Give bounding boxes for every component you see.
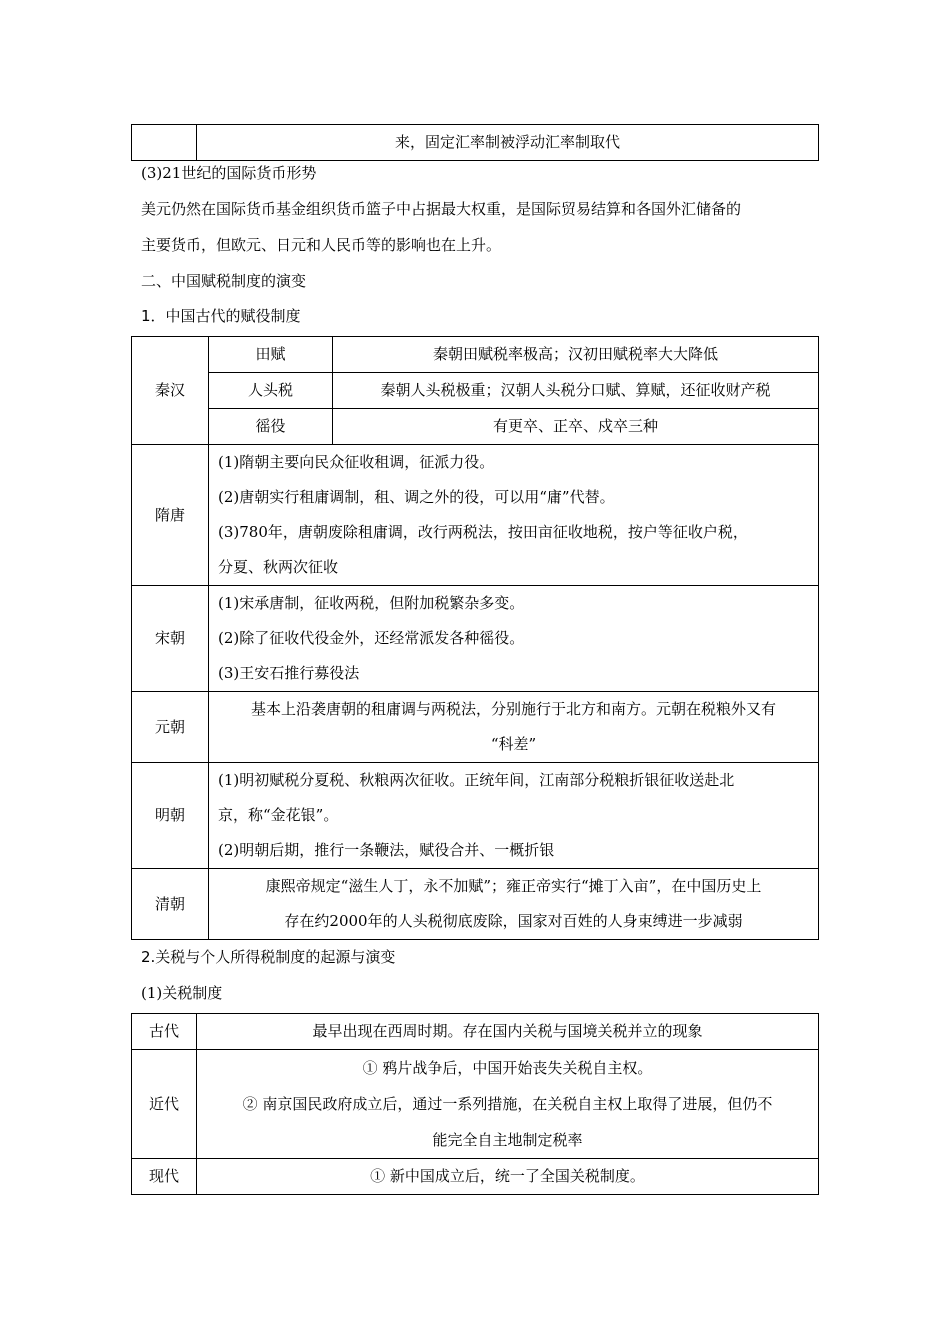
content-line: ① 鸦片战争后，中国开始丧失关税自主权。 — [362, 1059, 653, 1077]
item-tianfu: 田赋 — [209, 337, 333, 373]
jindai-content — [197, 1050, 819, 1159]
era-label-xiandai: 现代 — [132, 1159, 197, 1195]
fuyi-table — [131, 336, 819, 940]
desc-tianfu: 秦朝田赋税率极高；汉初田赋税率大大降低 — [333, 337, 819, 373]
section3-heading: (3)21世纪的国际货币形势 — [141, 164, 317, 182]
era-label-jindai: 近代 — [132, 1050, 197, 1159]
content-line: (2)明朝后期，推行一条鞭法，赋役合并、一概折银 — [218, 841, 555, 859]
content-line: “科差” — [490, 735, 537, 753]
song-content — [209, 586, 819, 692]
table-row — [132, 1014, 819, 1050]
sub2-heading: 2.关税与个人所得税制度的起源与演变 — [141, 948, 396, 966]
era-label-suitang: 隋唐 — [132, 445, 209, 586]
table-row — [132, 692, 819, 763]
table-row — [132, 1159, 819, 1195]
sub1-heading: 1．中国古代的赋役制度 — [141, 307, 301, 325]
yuan-content — [209, 692, 819, 763]
suitang-content — [209, 445, 819, 586]
ming-content — [209, 763, 819, 869]
content-line: (1)宋承唐制，征收两税，但附加税繁杂多变。 — [218, 594, 525, 612]
table-row — [132, 763, 819, 869]
desc-rentoushui: 秦朝人头税极重；汉朝人头税分口赋、算赋，还征收财产税 — [333, 373, 819, 409]
era-label-song: 宋朝 — [132, 586, 209, 692]
xiandai-content: ① 新中国成立后，统一了全国关税制度。 — [197, 1159, 819, 1195]
content-line: (3)780年，唐朝废除租庸调，改行两税法，按田亩征收地税，按户等征收户税， — [218, 523, 748, 541]
top-continuation-table — [131, 124, 819, 161]
era-label-ming: 明朝 — [132, 763, 209, 869]
content-line: (2)除了征收代役金外，还经常派发各种徭役。 — [218, 629, 525, 647]
content-line: 分夏、秋两次征收 — [218, 558, 339, 576]
content-line: (2)唐朝实行租庸调制，租、调之外的役，可以用“庸”代替。 — [218, 488, 615, 506]
content-line: 康熙帝规定“滋生人丁，永不加赋”；雍正帝实行“摊丁入亩”，在中国历史上 — [265, 877, 762, 895]
guanshui-table — [131, 1013, 819, 1195]
gudai-content: 最早出现在西周时期。存在国内关税与国境关税并立的现象 — [197, 1014, 819, 1050]
content-line: (3)王安石推行募役法 — [218, 664, 360, 682]
content-line: 能完全自主地制定税率 — [432, 1131, 583, 1149]
table-row — [132, 125, 819, 161]
era-label-qinhan: 秦汉 — [132, 337, 209, 445]
item-yaoyi: 徭役 — [209, 409, 333, 445]
section3-para-line1: 美元仍然在国际货币基金组织货币篮子中占据最大权重，是国际贸易结算和各国外汇储备的 — [141, 200, 742, 218]
qing-content — [209, 869, 819, 940]
content-line: (1)隋朝主要向民众征收租调，征派力役。 — [218, 453, 495, 471]
part2-heading: 二、中国赋税制度的演变 — [141, 272, 307, 290]
content-line: 存在约2000年的人头税彻底废除，国家对百姓的人身束缚进一步减弱 — [284, 912, 743, 930]
era-label-gudai: 古代 — [132, 1014, 197, 1050]
table-row — [132, 1050, 819, 1159]
table-row — [132, 409, 819, 445]
content-line: 京，称“金花银”。 — [218, 806, 339, 824]
table-row — [132, 373, 819, 409]
era-label-qing: 清朝 — [132, 869, 209, 940]
table-row — [132, 869, 819, 940]
content-line: (1)明初赋税分夏税、秋粮两次征收。正统年间，江南部分税粮折银征收送赴北 — [218, 771, 735, 789]
era-label-yuan: 元朝 — [132, 692, 209, 763]
cont-text: 来，固定汇率制被浮动汇率制取代 — [197, 125, 819, 161]
item-rentoushui: 人头税 — [209, 373, 333, 409]
content-line: ② 南京国民政府成立后，通过一系列措施，在关税自主权上取得了进展，但仍不 — [242, 1095, 773, 1113]
desc-yaoyi: 有更卒、正卒、戍卒三种 — [333, 409, 819, 445]
content-line: 基本上沿袭唐朝的租庸调与两税法，分别施行于北方和南方。元朝在税粮外又有 — [250, 700, 776, 718]
section3-para-line2: 主要货币，但欧元、日元和人民币等的影响也在上升。 — [141, 236, 502, 254]
table-row — [132, 586, 819, 692]
table-row — [132, 337, 819, 373]
table-row — [132, 445, 819, 586]
sub2-1-heading: (1)关税制度 — [141, 984, 223, 1002]
empty-cell — [132, 125, 197, 161]
